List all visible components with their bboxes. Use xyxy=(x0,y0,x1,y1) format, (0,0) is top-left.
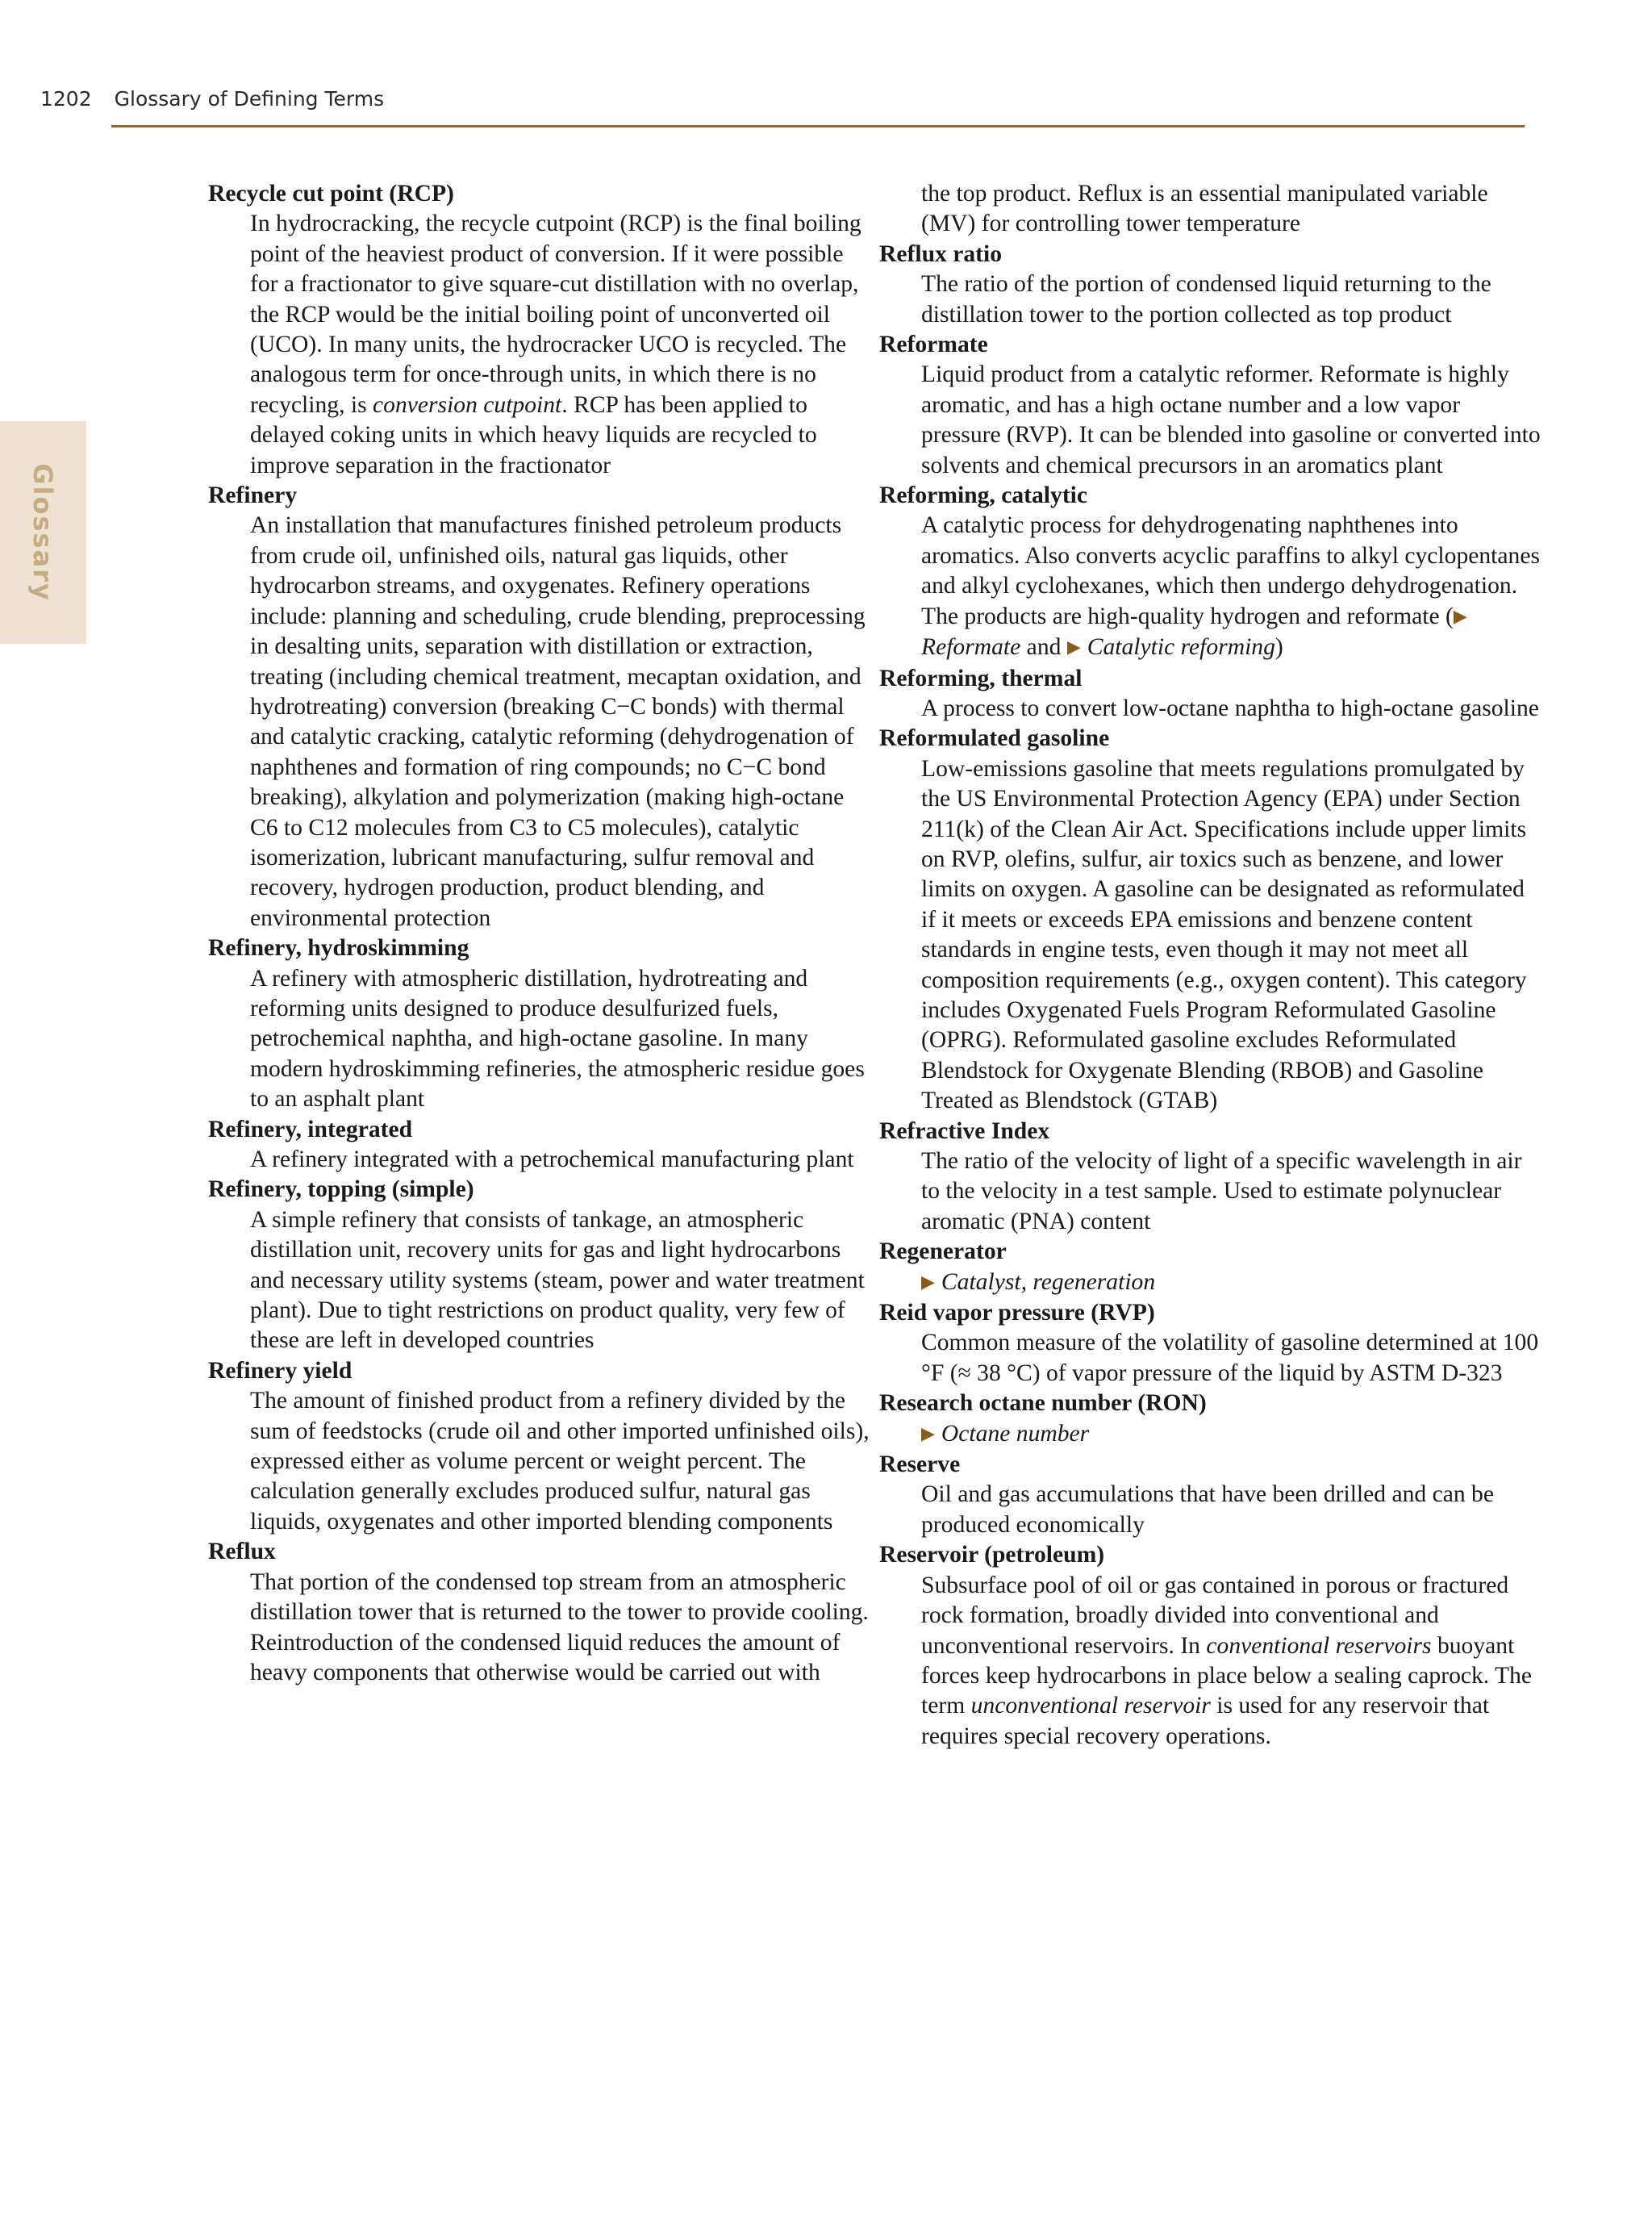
glossary-entry xyxy=(208,1537,870,1688)
right-column xyxy=(879,179,1541,1752)
entry-term: Reservoir (petroleum) xyxy=(879,1542,1105,1568)
entry-term: Reflux ratio xyxy=(879,240,1003,267)
cross-reference-arrow-icon: ▶ xyxy=(921,1422,935,1443)
glossary-entry xyxy=(879,1237,1541,1298)
cross-reference-arrow-icon: ▶ xyxy=(1453,605,1467,626)
entry-definition xyxy=(250,209,870,481)
side-tab-label: Glossary xyxy=(27,463,58,602)
entry-term: Refinery, topping (simple) xyxy=(208,1176,474,1203)
italic-reference-text: Octane number xyxy=(941,1420,1090,1447)
glossary-entry xyxy=(879,1540,1541,1752)
entry-definition xyxy=(921,360,1541,481)
entry-definition xyxy=(921,1419,1541,1450)
entry-definition xyxy=(921,511,1541,663)
definition-text: A catalytic process for dehydrogenating naphthenes into aromatics. Also converts acyclic paraffins to alkyl cyclopentanes and alkyl cyclohexanes, which then undergo dehydrogenation. The products are high-quality hydrogen and reformate ( xyxy=(921,512,1540,629)
glossary-entry xyxy=(208,179,870,481)
glossary-entry xyxy=(208,1175,870,1355)
entry-term: Reflux xyxy=(208,1539,276,1565)
glossary-entry xyxy=(879,1389,1541,1450)
entry-definition xyxy=(250,1145,870,1175)
glossary-entry xyxy=(879,1450,1541,1540)
entry-definition xyxy=(921,754,1541,1117)
definition-text: Common measure of the volatility of gasoline determined at 100 °F (≈ 38 °C) of vapor pressure of the liquid by ASTM D-323 xyxy=(921,1330,1539,1386)
glossary-entry xyxy=(879,1298,1541,1389)
definition-text: and xyxy=(1020,634,1067,661)
glossary-entry xyxy=(208,1115,870,1176)
entry-definition xyxy=(921,269,1541,330)
entry-term: Research octane number (RON) xyxy=(879,1390,1207,1417)
glossary-side-tab xyxy=(0,421,86,644)
definition-text: buoyant forces keep hydrocarbons in place below a sealing caprock. The term xyxy=(921,1632,1533,1719)
entry-term: Recycle cut point (RCP) xyxy=(208,181,454,207)
definition-text: In hydrocracking, the recycle cutpoint (RCP) is the final boiling point of the heaviest product of conversion. If it were possible for a fractionator to give square-cut distillation with no overlap, the RCP would be the initial boiling point of unconverted oil (UCO). In many units, the hydrocracker UCO is recycled. The analogous term for once-through units, in which there is no recycling, is xyxy=(250,211,861,418)
entry-term: Reforming, thermal xyxy=(879,665,1083,691)
definition-text: Oil and gas accumulations that have been drilled and can be produced economically xyxy=(921,1481,1494,1538)
definition-text: Subsurface pool of oil or gas contained in porous or fractured rock formation, broadly divided into conventional and unconventional reservoirs. In xyxy=(921,1572,1509,1659)
running-header xyxy=(40,87,1525,127)
glossary-entry xyxy=(208,1356,870,1537)
entry-definition xyxy=(250,1205,870,1356)
definition-text: The amount of finished product from a refinery divided by the sum of feedstocks (crude oil and other imported unfinished oils), expressed either as volume percent or weight percent. The calculation generally excludes produced sulfur, natural gas liquids, oxygenates and other imported blending components xyxy=(250,1388,870,1535)
entry-definition xyxy=(921,1328,1541,1389)
italic-reference-text: Catalytic reforming xyxy=(1087,634,1275,661)
definition-text: the top product. Reflux is an essential manipulated variable (MV) for controlling tower temperature xyxy=(921,181,1488,237)
entry-definition xyxy=(250,511,870,933)
left-column xyxy=(208,179,870,1688)
glossary-entry xyxy=(208,481,870,933)
cross-reference-arrow-icon: ▶ xyxy=(1066,637,1081,658)
italic-reference-text: conventional reservoirs xyxy=(1206,1632,1432,1659)
entry-definition xyxy=(921,1480,1541,1540)
definition-text: That portion of the condensed top stream from an atmospheric distillation tower that is returned to the tower to provide cooling. Reintroduction of the condensed liquid reduces the amount of heavy components that otherwise would be carried out with xyxy=(250,1568,869,1685)
entry-definition xyxy=(250,964,870,1115)
definition-text: An installation that manufactures finished petroleum products from crude oil, unfinished oils, natural gas liquids, other hydrocarbon streams, and oxygenates. Refinery operations include: planning and scheduling, crude blending, preprocessing in desalting units, separation with distillation or extraction, treating (including chemical treatment, mecaptan oxidation, and hydrotreating) conversion (breaking C−C bonds) with thermal and catalytic cracking, catalytic reforming (dehydrogenation of naphthenes and formation of ring compounds; no C−C bond breaking), alkylation and polymerization (making high-octane C6 to C12 molecules from C3 to C5 molecules), catalytic isomerization, lubricant manufacturing, sulfur removal and recovery, hydrogen production, product blending, and environmental protection xyxy=(250,512,866,931)
definition-text: ) xyxy=(1274,634,1283,661)
entry-term: Refinery xyxy=(208,482,298,509)
entry-term: Refinery yield xyxy=(208,1357,353,1384)
glossary-entry xyxy=(879,240,1541,330)
entry-definition xyxy=(921,694,1541,724)
entry-term: Reserve xyxy=(879,1451,961,1478)
definition-text: . RCP has been applied to delayed coking units in which heavy liquids are recycled to improve separation in the fractionator xyxy=(250,391,817,478)
entry-term: Reid vapor pressure (RVP) xyxy=(879,1300,1155,1326)
entry-definition xyxy=(921,1268,1541,1298)
entry-term: Reformate xyxy=(879,332,988,358)
entry-definition xyxy=(250,1386,870,1537)
definition-text: A process to convert low-octane naphtha to high-octane gasoline xyxy=(921,695,1539,721)
definition-text: A simple refinery that consists of tankage, an atmospheric distillation unit, recovery units for gas and light hydrocarbons and necessary utility systems (steam, power and water treatment plant). Due to tight restrictions on product quality, very few of these are left in developed countries xyxy=(250,1206,865,1354)
definition-text: A refinery with atmospheric distillation, hydrotreating and reforming units designed to produce desulfurized fuels, petrochemical naphtha, and high-octane gasoline. In many modern hydroskimming refineries, the atmospheric residue goes to an asphalt plant xyxy=(250,965,865,1113)
entry-term: Refinery, hydroskimming xyxy=(208,935,469,962)
cross-reference-arrow-icon: ▶ xyxy=(921,1271,935,1292)
entry-term: Regenerator xyxy=(879,1238,1007,1265)
italic-reference-text: conversion cutpoint xyxy=(373,391,562,418)
header-rule xyxy=(111,125,1525,127)
definition-text: The ratio of the velocity of light of a specific wavelength in air to the velocity in a test sample. Used to estimate polynuclear aromatic (PNA) content xyxy=(921,1148,1522,1234)
glossary-entry xyxy=(879,481,1541,663)
glossary-entry xyxy=(879,1117,1541,1238)
definition-text: A refinery integrated with a petrochemical manufacturing plant xyxy=(250,1146,854,1172)
glossary-entry xyxy=(879,664,1541,725)
italic-reference-text: Catalyst, regeneration xyxy=(941,1268,1156,1295)
running-title: Glossary of Defining Terms xyxy=(114,87,385,111)
entry-definition xyxy=(921,1146,1541,1237)
italic-reference-text: unconventional reservoir xyxy=(970,1693,1211,1719)
page-number: 1202 xyxy=(40,87,92,111)
glossary-entry xyxy=(208,933,870,1114)
glossary-entry xyxy=(879,724,1541,1116)
definition-text: is used for any reservoir that requires special recovery operations. xyxy=(921,1693,1490,1749)
glossary-entry xyxy=(879,330,1541,481)
definition-text: The ratio of the portion of condensed liquid returning to the distillation tower to the portion collected as top product xyxy=(921,271,1491,328)
entry-definition xyxy=(921,1571,1541,1752)
entry-term: Reforming, catalytic xyxy=(879,482,1088,509)
entry-definition xyxy=(250,1568,870,1689)
definition-text: Liquid product from a catalytic reformer. Reformate is highly aromatic, and has a high octane number and a low vapor pressure (RVP). It can be blended into gasoline or converted into solvents and chemical precursors in an aromatics plant xyxy=(921,361,1541,478)
entry-term: Refractive Index xyxy=(879,1117,1050,1144)
glossary-entry xyxy=(879,179,1541,240)
entry-term: Reformulated gasoline xyxy=(879,725,1110,752)
entry-definition xyxy=(921,179,1541,240)
italic-reference-text: Reformate xyxy=(921,634,1021,661)
definition-text: Low-emissions gasoline that meets regulations promulgated by the US Environmental Protection Agency (EPA) under Section 211(k) of the Clean Air Act. Specifications include upper limits on RVP, olefins, sulfur, air toxics such as benzene, and lower limits on oxygen. A gasoline can be designated as reformulated if it meets or exceeds EPA emissions and benzene content standards in engine tests, even though it may not meet all composition requirements (e.g., oxygen content). This category includes Oxygenated Fuels Program Reformulated Gasoline (OPRG). Reformulated gasoline excludes Reformulated Blendstock for Oxygenate Blending (RBOB) and Gasoline Treated as Blendstock (GTAB) xyxy=(921,755,1527,1114)
entry-term: Refinery, integrated xyxy=(208,1116,413,1142)
